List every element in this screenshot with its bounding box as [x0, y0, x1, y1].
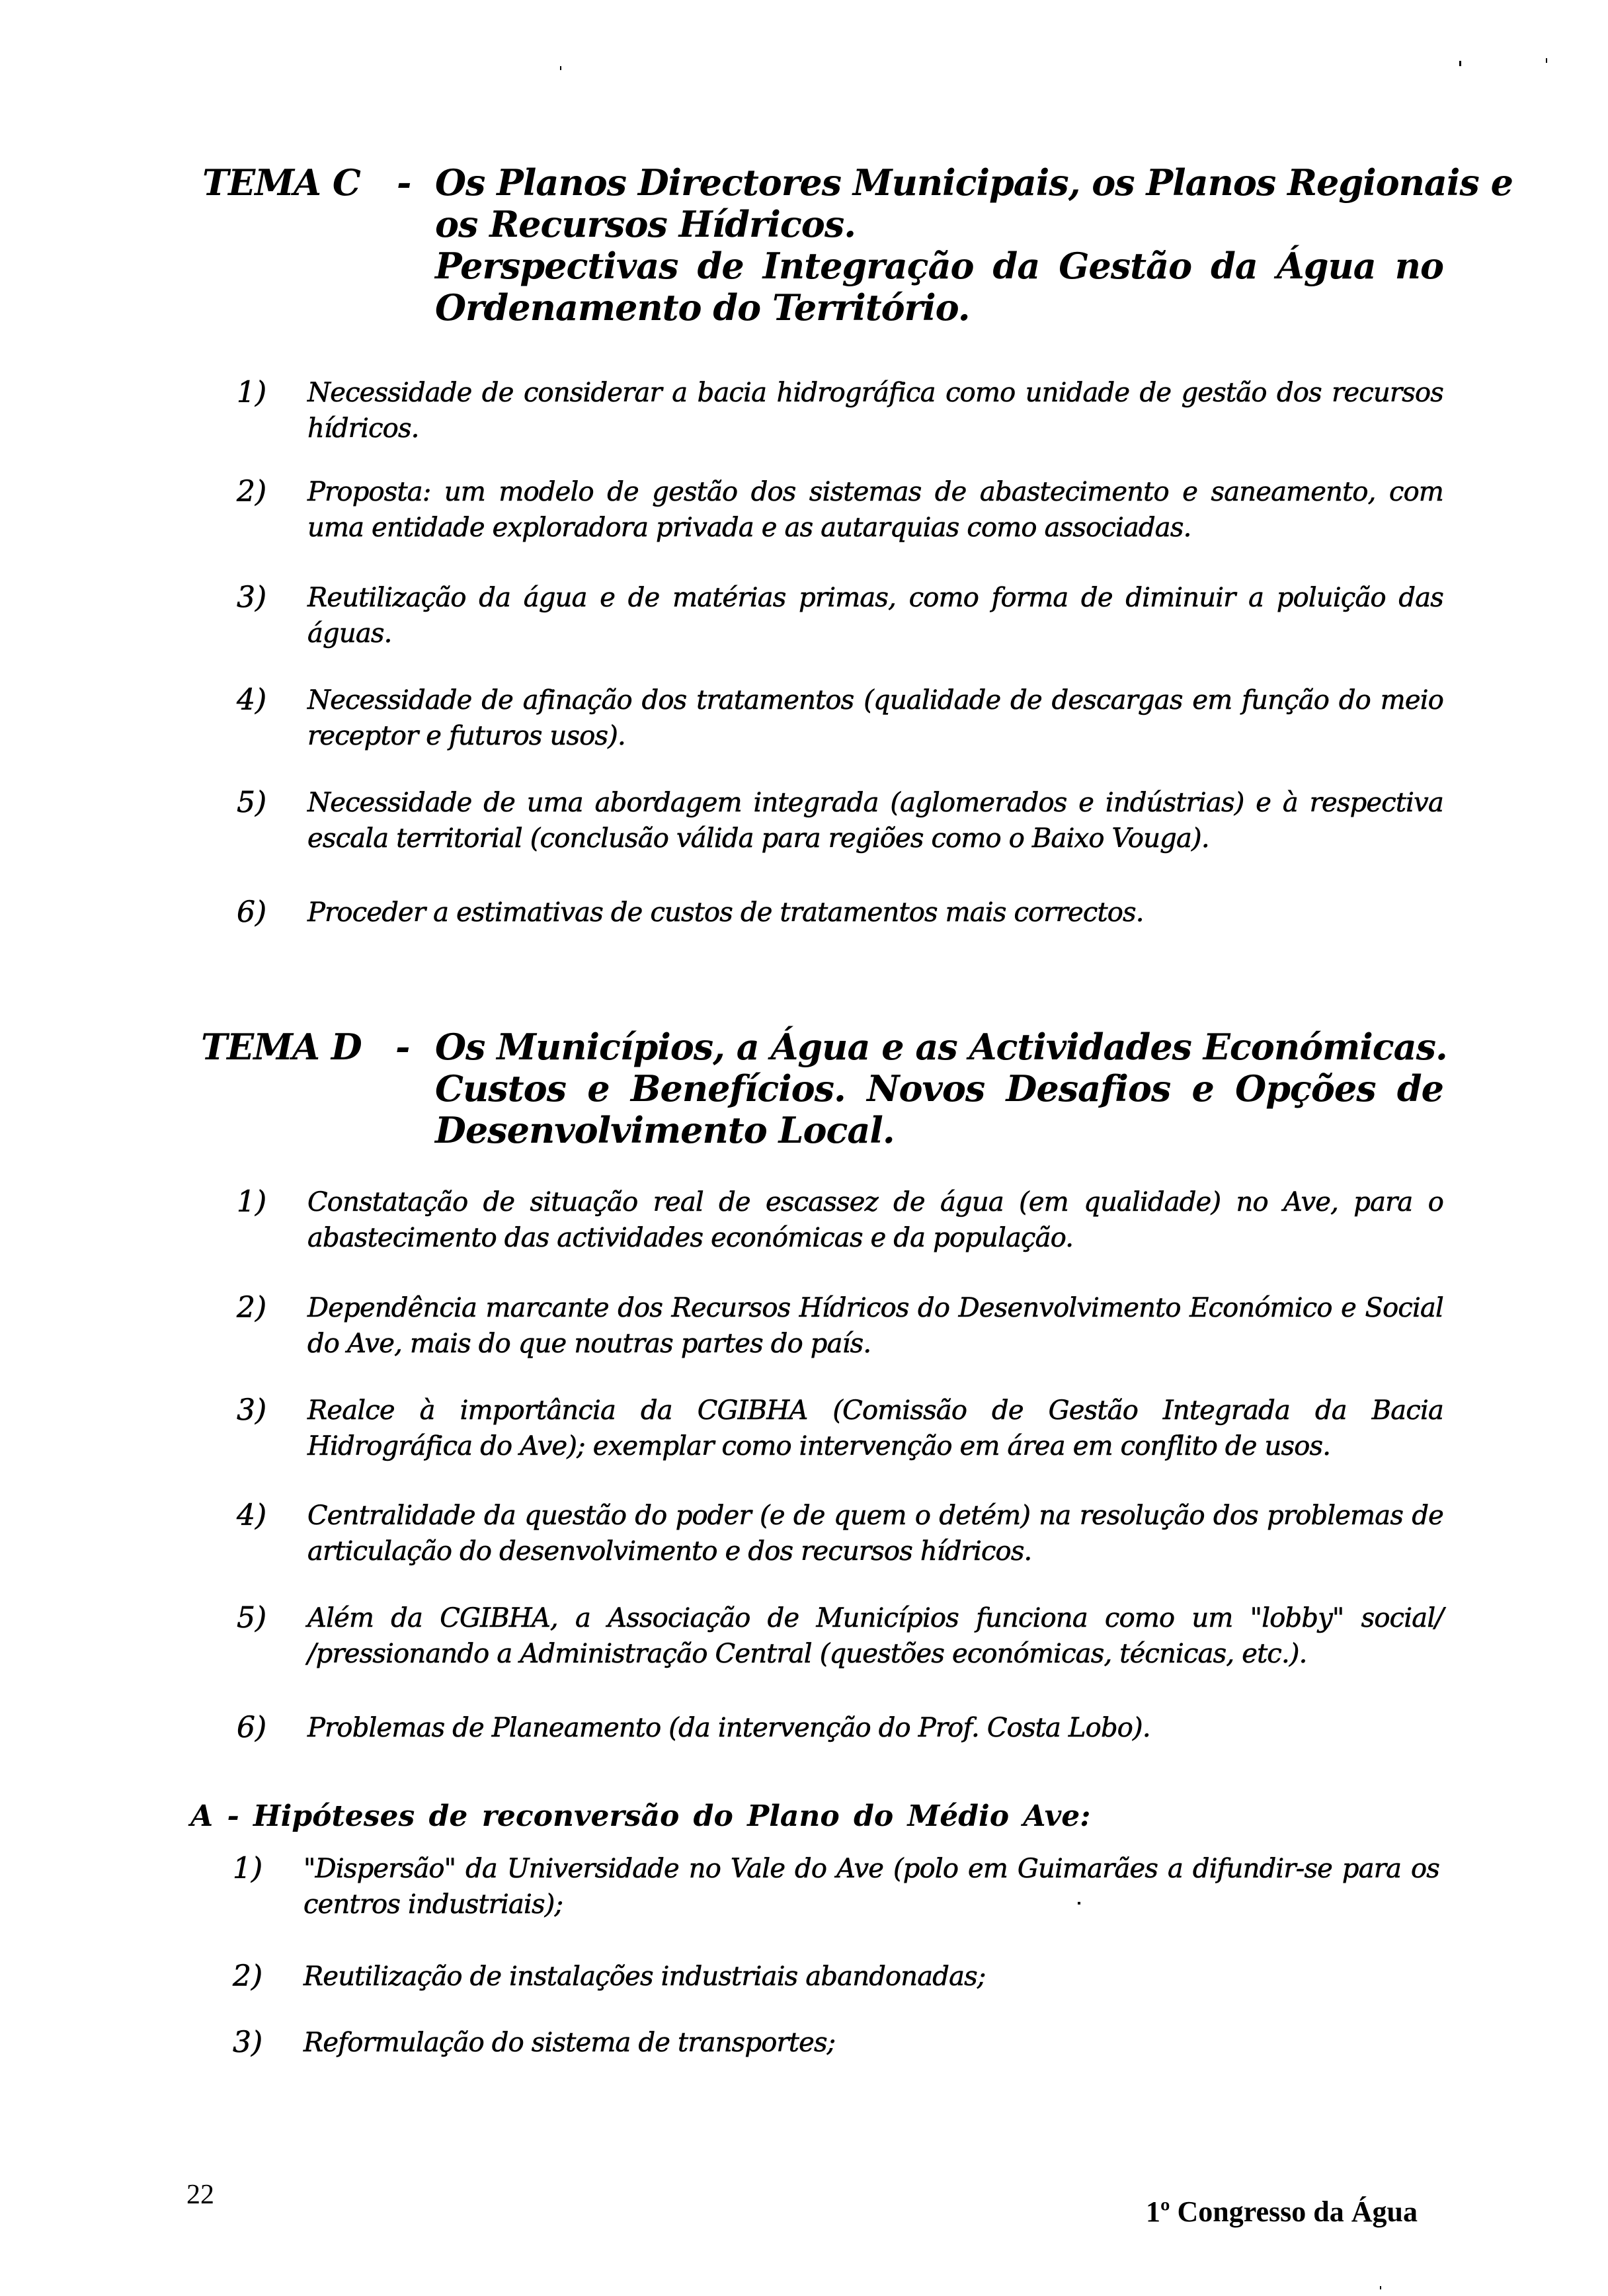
tema-c-dash: -: [397, 161, 411, 204]
item-number: 3): [237, 581, 267, 614]
item-text: Proposta: um modelo de gestão dos sistemas de abastecimento e saneamento, com uma entidade exploradora privada e as autarquias como associadas.: [307, 477, 1443, 543]
item-number: 1): [233, 1852, 263, 1885]
item-text: Realce à importância da CGIBHA (Comissão de Gestão Integrada da Bacia Hidrográfica do Ave); exemplar como intervenção em área em conflito de usos.: [307, 1395, 1443, 1461]
item-text: "Dispersão" da Universidade no Vale do Ave (polo em Guimarães a difundir-se para os centros industriais);: [303, 1854, 1439, 1920]
tema-c-title: [435, 161, 1513, 329]
item-number: 3): [237, 1393, 267, 1427]
item-number: 1): [237, 1185, 267, 1219]
item-text: Reutilização de instalações industriais abandonadas;: [303, 1961, 986, 1992]
item-number: 2): [237, 475, 267, 509]
tema-c-label: TEMA C: [202, 161, 360, 204]
item-number: 5): [237, 786, 267, 819]
item-number: 3): [233, 2026, 263, 2059]
tema-c-title-line: os Recursos Hídricos.: [435, 203, 856, 245]
item-number: 1): [237, 376, 267, 409]
page-number: 22: [186, 2180, 214, 2210]
item-text: Além da CGIBHA, a Associação de Municípios funciona como um "lobby" social/ /pressionando a Administração Central (questões económicas, técnicas, etc.).: [307, 1603, 1443, 1669]
item-text: Reformulação do sistema de transportes;: [303, 2028, 836, 2058]
item-text: Centralidade da questão do poder (e de quem o detém) na resolução dos problemas de articulação do desenvolvimento e dos recursos hídricos.: [307, 1500, 1443, 1567]
item-text: Proceder a estimativas de custos de tratamentos mais correctos.: [307, 897, 1144, 928]
tema-d-dash: -: [395, 1026, 410, 1068]
item-text: Necessidade de uma abordagem integrada (aglomerados e indústrias) e à respectiva escala territorial (conclusão válida para regiões como o Baixo Vouga).: [307, 788, 1443, 854]
scan-speck: [560, 66, 561, 70]
tema-c-title-line: Os Planos Directores Municipais, os Planos Regionais e: [435, 161, 1513, 204]
item-number: 4): [237, 1498, 267, 1532]
section-a-heading: A - Hipóteses de reconversão do Plano do Médio Ave:: [190, 1799, 1091, 1833]
scan-speck: [1078, 1902, 1080, 1905]
tema-d-title-line: Custos e Benefícios. Novos Desafios e Opções de: [435, 1067, 1443, 1110]
publication-title: 1º Congresso da Água: [1146, 2195, 1418, 2228]
tema-c-title-line: Ordenamento do Território.: [435, 286, 970, 329]
item-text: Dependência marcante dos Recursos Hídricos do Desenvolvimento Económico e Social do Ave, mais do que noutras partes do país.: [307, 1293, 1443, 1359]
item-text: Constatação de situação real de escassez de água (em qualidade) no Ave, para o abastecimento das actividades económicas e da população.: [307, 1187, 1443, 1253]
item-text: Necessidade de afinação dos tratamentos (qualidade de descargas em função do meio receptor e futuros usos).: [307, 685, 1443, 751]
item-text: Reutilização da água e de matérias primas, como forma de diminuir a poluição das águas.: [307, 583, 1443, 649]
scan-speck: [1380, 2286, 1381, 2289]
item-number: 2): [237, 1291, 267, 1325]
item-text: Necessidade de considerar a bacia hidrográfica como unidade de gestão dos recursos hídricos.: [307, 378, 1443, 444]
scan-speck: [1546, 58, 1547, 63]
scan-speck: [1459, 61, 1461, 66]
item-number: 6): [237, 895, 267, 929]
tema-d-title-line: Os Municípios, a Água e as Actividades Económicas.: [435, 1026, 1447, 1068]
item-number: 4): [237, 683, 267, 717]
tema-c-title-line: Perspectivas de Integração da Gestão da Água no: [435, 245, 1443, 287]
tema-d-title: [435, 1026, 1447, 1151]
item-number: 2): [233, 1959, 263, 1993]
item-number: 5): [237, 1601, 267, 1635]
item-number: 6): [237, 1711, 267, 1744]
item-text: Problemas de Planeamento (da intervenção do Prof. Costa Lobo).: [307, 1713, 1150, 1743]
tema-d-title-line: Desenvolvimento Local.: [435, 1109, 895, 1151]
tema-d-label: TEMA D: [201, 1026, 362, 1068]
